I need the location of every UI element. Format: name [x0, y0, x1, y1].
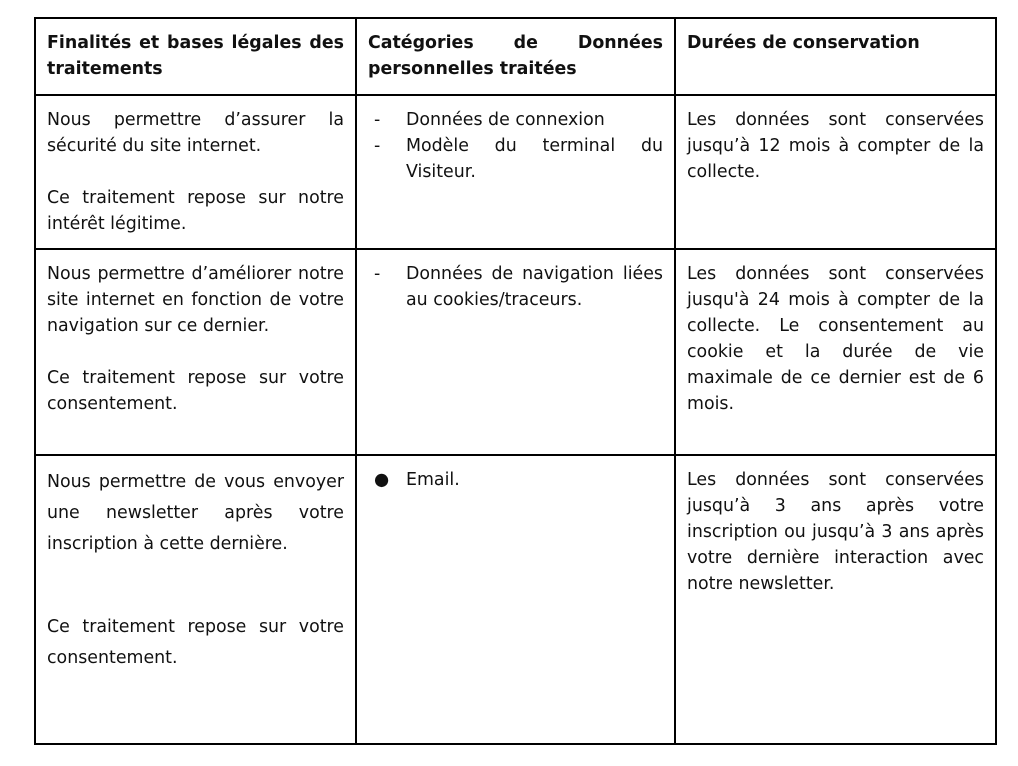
categories-list	[368, 261, 663, 313]
header-retention: Durées de conservation	[675, 18, 996, 95]
categories-cell	[356, 249, 675, 455]
legal-basis-text: Ce traitement repose sur votre consentement.	[47, 368, 344, 414]
categories-cell	[356, 95, 675, 249]
categories-cell	[356, 455, 675, 744]
header-categories: Catégories de Données personnelles traitées	[356, 18, 675, 95]
dash-marker-icon: -	[374, 136, 381, 156]
table-row	[35, 455, 996, 744]
header-row	[35, 18, 996, 95]
table-row	[35, 249, 996, 455]
category-text: Données de connexion	[406, 110, 605, 130]
purpose-text: Nous permettre de vous envoyer une newsletter après votre inscription à cette dernière.	[47, 472, 344, 554]
dash-marker-icon: -	[374, 264, 381, 284]
list-item	[368, 467, 663, 493]
purpose-cell	[35, 249, 356, 455]
data-processing-table	[34, 17, 997, 745]
retention-text: Les données sont conservées jusqu'à 24 mois à compter de la collecte. Le consentement au cookie et la durée de vie maximale de ce dernier est de 6 mois.	[687, 264, 984, 414]
category-text: Données de navigation liées au cookies/traceurs.	[406, 264, 663, 310]
category-text: Email.	[406, 470, 460, 490]
categories-list	[368, 467, 663, 493]
legal-basis-text: Ce traitement repose sur notre intérêt légitime.	[47, 188, 344, 234]
retention-text: Les données sont conservées jusqu’à 3 ans après votre inscription ou jusqu’à 3 ans après votre dernière interaction avec notre newsletter.	[687, 470, 984, 594]
category-text: Modèle du terminal du Visiteur.	[406, 136, 663, 182]
categories-list	[368, 107, 663, 185]
list-item	[368, 107, 663, 133]
header-purposes: Finalités et bases légales des traitements	[35, 18, 356, 95]
bullet-marker-icon: ●	[374, 470, 390, 490]
purpose-cell	[35, 95, 356, 249]
table-row	[35, 95, 996, 249]
legal-basis-text: Ce traitement repose sur votre consentement.	[47, 617, 344, 668]
purpose-cell	[35, 455, 356, 744]
list-item	[368, 133, 663, 185]
retention-cell	[675, 455, 996, 744]
list-item	[368, 261, 663, 313]
retention-text: Les données sont conservées jusqu’à 12 mois à compter de la collecte.	[687, 110, 984, 182]
purpose-text: Nous permettre d’assurer la sécurité du site internet.	[47, 110, 344, 156]
retention-cell	[675, 95, 996, 249]
retention-cell	[675, 249, 996, 455]
dash-marker-icon: -	[374, 110, 381, 130]
purpose-text: Nous permettre d’améliorer notre site internet en fonction de votre navigation sur ce dernier.	[47, 264, 344, 336]
